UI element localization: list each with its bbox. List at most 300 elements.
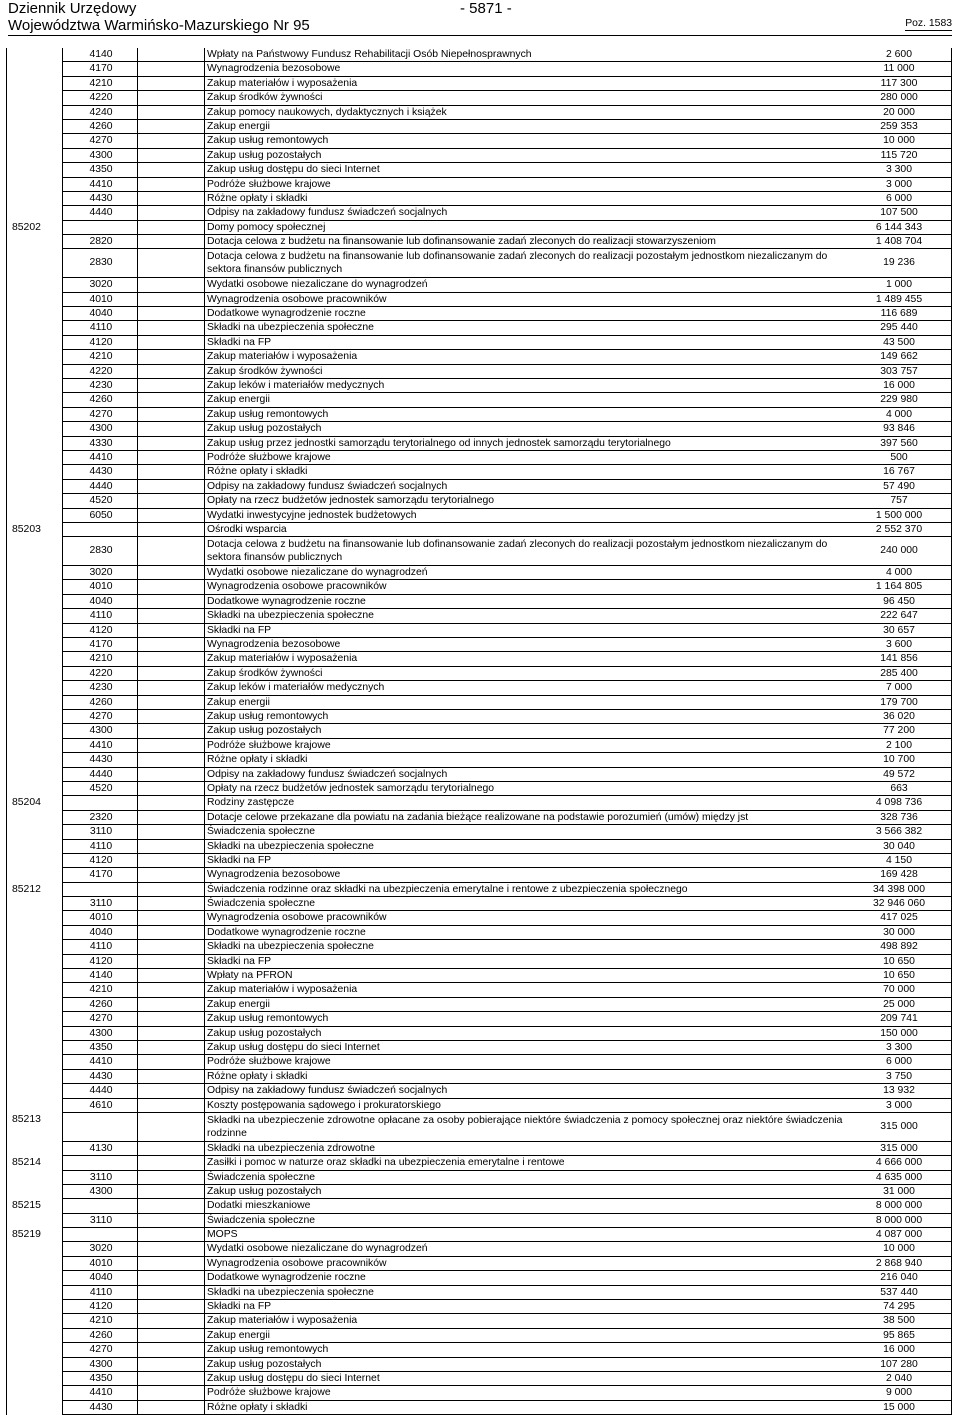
item-description: Dotacja celowa z budżetu na finansowanie lub dofinansowanie zadań zleconych do realizacji pozostałym jednostkom niezaliczanym do sektora finansów publicznych <box>207 251 828 276</box>
item-description: Zakup usług przez jednostki samorządu terytorialnego od innych jednostek samorządu terytorialnego <box>207 437 671 449</box>
item-description: Zakup usług pozostałych <box>207 725 322 737</box>
table-row <box>62 566 952 580</box>
paragraph-code: 4210 <box>89 77 113 89</box>
item-description: Świadczenia społeczne <box>207 1214 316 1226</box>
table-row <box>62 178 952 192</box>
item-amount: 2 040 <box>885 1372 912 1384</box>
item-amount: 107 280 <box>880 1358 918 1370</box>
item-amount: 10 000 <box>883 1243 915 1255</box>
item-amount: 1 408 704 <box>875 236 923 248</box>
paragraph-code: 2830 <box>89 257 113 269</box>
journal-title: Dziennik Urzędowy <box>8 0 137 17</box>
paragraph-code: 4330 <box>89 437 113 449</box>
item-amount: 7 000 <box>885 682 912 694</box>
paragraph-code: 4300 <box>89 725 113 737</box>
item-amount: 116 689 <box>880 308 918 320</box>
item-amount: 32 946 060 <box>872 898 925 910</box>
table-row <box>62 1401 952 1415</box>
table-row <box>62 192 952 206</box>
table-row <box>62 897 952 911</box>
item-amount: 537 440 <box>880 1286 918 1298</box>
item-description: Wydatki osobowe niezaliczane do wynagrodzeń <box>207 567 428 579</box>
table-border-left <box>6 48 7 1415</box>
item-amount: 4 087 000 <box>875 1229 923 1241</box>
section-row <box>12 883 952 897</box>
item-amount: 1 489 455 <box>875 293 923 305</box>
paragraph-code: 4010 <box>89 581 113 593</box>
item-description: Różne opłaty i składki <box>207 754 308 766</box>
item-amount: 10 650 <box>883 955 915 967</box>
item-description: Świadczenia społeczne <box>207 1171 316 1183</box>
item-description: Zakup materiałów i wyposażenia <box>207 351 358 363</box>
item-amount: 10 700 <box>883 754 915 766</box>
table-row <box>62 955 952 969</box>
paragraph-code: 4010 <box>89 912 113 924</box>
paragraph-code: 4270 <box>89 135 113 147</box>
item-description: Zakup pomocy naukowych, dydaktycznych i książek <box>207 106 447 118</box>
item-description: Składki na ubezpieczenia społeczne <box>207 1286 374 1298</box>
item-description: Zakup usług remontowych <box>207 408 329 420</box>
section-code: 85213 <box>12 1113 41 1125</box>
item-description: Odpisy na zakładowy fundusz świadczeń socjalnych <box>207 1085 448 1097</box>
table-row <box>62 1358 952 1372</box>
item-amount: 1 500 000 <box>875 509 923 521</box>
item-description: Składki na ubezpieczenie zdrowotne opłacane za osoby pobierające niektóre świadczenia z pomocy społecznej oraz niektóre świadczenia rodzinne <box>207 1114 843 1139</box>
paragraph-code: 4440 <box>89 480 113 492</box>
paragraph-code: 4120 <box>89 336 113 348</box>
item-description: Składki na FP <box>207 624 272 636</box>
item-amount: 150 000 <box>880 1027 918 1039</box>
item-amount: 3 600 <box>885 639 912 651</box>
paragraph-code: 4430 <box>89 1070 113 1082</box>
item-amount: 30 000 <box>883 926 915 938</box>
item-amount: 13 932 <box>883 1085 915 1097</box>
item-description: Domy pomocy społecznej <box>207 221 326 233</box>
item-description: Zakup materiałów i wyposażenia <box>207 1315 358 1327</box>
item-amount: 4 635 000 <box>875 1171 923 1183</box>
paragraph-code: 4440 <box>89 207 113 219</box>
item-description: Składki na ubezpieczenia społeczne <box>207 941 374 953</box>
item-description: Wynagrodzenia osobowe pracowników <box>207 581 387 593</box>
table-row <box>62 1314 952 1328</box>
table-row <box>62 48 952 62</box>
paragraph-code: 4260 <box>89 1329 113 1341</box>
paragraph-code: 2820 <box>89 236 113 248</box>
paragraph-code: 4300 <box>89 423 113 435</box>
item-description: Zakup leków i materiałów medycznych <box>207 682 385 694</box>
table-row <box>62 638 952 652</box>
item-amount: 2 552 370 <box>875 523 923 535</box>
paragraph-code: 4120 <box>89 1301 113 1313</box>
item-amount: 3 000 <box>885 1099 912 1111</box>
item-amount: 141 856 <box>880 653 918 665</box>
table-row <box>62 1372 952 1386</box>
table-row <box>62 1084 952 1098</box>
paragraph-code: 4110 <box>89 941 113 953</box>
paragraph-code: 3020 <box>89 567 113 579</box>
table-row <box>62 1185 952 1199</box>
item-amount: 115 720 <box>880 149 918 161</box>
paragraph-code: 2320 <box>89 811 113 823</box>
item-description: Wydatki osobowe niezaliczane do wynagrodzeń <box>207 279 428 291</box>
item-description: Różne opłaty i składki <box>207 192 308 204</box>
paragraph-code: 4260 <box>89 120 113 132</box>
item-amount: 3 566 382 <box>875 826 923 838</box>
item-description: Dodatkowe wynagrodzenie roczne <box>207 595 366 607</box>
table-row <box>62 969 952 983</box>
item-description: Zakup materiałów i wyposażenia <box>207 653 358 665</box>
paragraph-code: 4430 <box>89 1401 113 1413</box>
item-amount: 9 000 <box>885 1387 912 1399</box>
item-amount: 96 450 <box>883 595 915 607</box>
table-row <box>62 724 952 738</box>
section-row <box>12 221 952 235</box>
table-row <box>62 480 952 494</box>
table-row <box>62 1012 952 1026</box>
paragraph-code: 4520 <box>89 782 113 794</box>
item-description: Wydatki osobowe niezaliczane do wynagrodzeń <box>207 1243 428 1255</box>
table-row <box>62 77 952 91</box>
item-amount: 11 000 <box>883 63 915 75</box>
section-row <box>12 796 952 810</box>
paragraph-code: 4120 <box>89 955 113 967</box>
item-description: Zakup energii <box>207 394 270 406</box>
item-description: Dodatkowe wynagrodzenie roczne <box>207 926 366 938</box>
table-row <box>62 365 952 379</box>
item-description: Zakup usług dostępu do sieci Internet <box>207 1372 380 1384</box>
table-row <box>62 911 952 925</box>
item-amount: 20 000 <box>883 106 915 118</box>
item-description: Zakup usług remontowych <box>207 135 329 147</box>
item-description: MOPS <box>207 1229 238 1241</box>
paragraph-code: 3110 <box>89 1171 113 1183</box>
table-row <box>62 393 952 407</box>
item-description: Odpisy na zakładowy fundusz świadczeń socjalnych <box>207 207 448 219</box>
item-amount: 229 980 <box>880 394 918 406</box>
table-row <box>62 667 952 681</box>
table-row <box>62 1386 952 1400</box>
item-description: Odpisy na zakładowy fundusz świadczeń socjalnych <box>207 768 448 780</box>
paragraph-code: 4260 <box>89 998 113 1010</box>
paragraph-code: 4110 <box>89 840 113 852</box>
paragraph-code: 4270 <box>89 1013 113 1025</box>
item-description: Zakup usług pozostałych <box>207 1027 322 1039</box>
item-description: Składki na FP <box>207 1301 272 1313</box>
item-amount: 757 <box>890 495 908 507</box>
table-row <box>62 983 952 997</box>
table-row <box>62 926 952 940</box>
paragraph-code: 4040 <box>89 1272 113 1284</box>
item-amount: 107 500 <box>880 207 918 219</box>
item-description: Zakup leków i materiałów medycznych <box>207 380 385 391</box>
table-row <box>62 1041 952 1055</box>
paragraph-code: 4520 <box>89 495 113 507</box>
paragraph-code: 4270 <box>89 1344 113 1356</box>
paragraph-code: 4010 <box>89 1257 113 1269</box>
item-description: Dotacja celowa z budżetu na finansowanie lub dofinansowanie zadań zleconych do realizacji pozostałym jednostkom niezaliczanym do sektora finansów publicznych <box>207 539 828 564</box>
table-row <box>62 1242 952 1256</box>
item-description: Różne opłaty i składki <box>207 466 308 478</box>
table-row <box>62 1271 952 1285</box>
item-description: Składki na FP <box>207 336 272 348</box>
item-amount: 31 000 <box>883 1185 915 1197</box>
table-row <box>62 163 952 177</box>
table-row <box>62 336 952 350</box>
item-amount: 10 650 <box>883 970 915 982</box>
paragraph-code: 4140 <box>89 970 113 982</box>
page-header <box>8 0 952 36</box>
item-description: Różne opłaty i składki <box>207 1070 308 1082</box>
item-description: Świadczenia społeczne <box>207 826 316 838</box>
table-row <box>62 1099 952 1113</box>
item-amount: 93 846 <box>883 423 915 435</box>
item-amount: 10 000 <box>883 135 915 147</box>
item-description: Podróże służbowe krajowe <box>207 178 331 190</box>
section-code: 85203 <box>12 523 41 535</box>
item-amount: 95 865 <box>883 1329 915 1341</box>
item-description: Zakup usług remontowych <box>207 711 329 722</box>
item-amount: 4 150 <box>885 854 912 866</box>
item-description: Dodatki mieszkaniowe <box>207 1200 311 1212</box>
table-row <box>62 1055 952 1069</box>
section-code: 85215 <box>12 1200 41 1212</box>
item-amount: 259 353 <box>880 120 918 132</box>
table-row <box>62 350 952 364</box>
position-label: Poz. 1583 <box>905 17 952 31</box>
paragraph-code: 4240 <box>89 106 113 118</box>
table-row <box>62 696 952 710</box>
item-description: Zakup usług remontowych <box>207 1013 329 1025</box>
item-amount: 15 000 <box>883 1401 915 1413</box>
item-description: Opłaty na rzecz budżetów jednostek samorządu terytorialnego <box>207 495 495 507</box>
item-description: Zasiłki i pomoc w naturze oraz składki na ubezpieczenia emerytalne i rentowe <box>207 1157 565 1169</box>
item-amount: 16 000 <box>883 1344 915 1356</box>
item-amount: 240 000 <box>880 545 918 557</box>
item-description: Świadczenia społeczne <box>207 898 316 910</box>
item-description: Wynagrodzenia bezosobowe <box>207 869 341 881</box>
section-code: 85202 <box>12 221 41 233</box>
paragraph-code: 3020 <box>89 279 113 291</box>
table-row <box>62 120 952 134</box>
item-amount: 74 295 <box>883 1301 915 1313</box>
item-amount: 117 300 <box>880 77 918 89</box>
paragraph-code: 3020 <box>89 1243 113 1255</box>
table-row <box>62 91 952 105</box>
item-description: Dodatkowe wynagrodzenie roczne <box>207 308 366 320</box>
table-row <box>62 293 952 307</box>
table-row <box>62 768 952 782</box>
paragraph-code: 4230 <box>89 380 113 391</box>
paragraph-code: 3110 <box>89 826 113 838</box>
item-amount: 397 560 <box>880 437 918 449</box>
paragraph-code: 4110 <box>89 610 113 622</box>
item-description: Zakup usług pozostałych <box>207 423 322 435</box>
paragraph-code: 4350 <box>89 1041 113 1053</box>
item-amount: 6 144 343 <box>875 221 923 233</box>
paragraph-code: 4350 <box>89 164 113 176</box>
item-amount: 3 300 <box>885 1041 912 1053</box>
item-amount: 43 500 <box>883 336 915 348</box>
item-amount: 8 000 000 <box>875 1200 923 1212</box>
item-description: Zakup energii <box>207 696 270 708</box>
table-row <box>62 509 952 523</box>
item-description: Wpłaty na Państwowy Fundusz Rehabilitacji Osób Niepełnosprawnych <box>207 49 532 60</box>
table-row <box>62 62 952 76</box>
paragraph-code: 2830 <box>89 545 113 557</box>
item-amount: 303 757 <box>880 365 918 377</box>
item-description: Koszty postępowania sądowego i prokuratorskiego <box>207 1099 441 1111</box>
table-row <box>62 868 952 882</box>
item-description: Składki na ubezpieczenia społeczne <box>207 322 374 334</box>
item-amount: 295 440 <box>880 322 918 334</box>
item-description: Podróże służbowe krajowe <box>207 1056 331 1068</box>
table-row <box>62 249 952 278</box>
paragraph-code: 4440 <box>89 1085 113 1097</box>
item-amount: 25 000 <box>883 998 915 1010</box>
table-row <box>62 321 952 335</box>
paragraph-code: 4130 <box>89 1142 113 1154</box>
table-row <box>62 1329 952 1343</box>
paragraph-code: 4210 <box>89 351 113 363</box>
item-description: Podróże służbowe krajowe <box>207 1387 331 1399</box>
paragraph-code: 4440 <box>89 768 113 780</box>
section-row <box>12 1199 952 1213</box>
item-description: Zakup usług pozostałych <box>207 149 322 161</box>
item-description: Zakup materiałów i wyposażenia <box>207 984 358 996</box>
item-description: Zakup usług dostępu do sieci Internet <box>207 1041 380 1053</box>
table-row <box>62 1171 952 1185</box>
table-row <box>62 854 952 868</box>
item-amount: 3 300 <box>885 164 912 176</box>
item-amount: 209 741 <box>880 1013 918 1025</box>
item-amount: 328 736 <box>880 811 918 823</box>
item-amount: 16 000 <box>883 380 915 391</box>
paragraph-code: 4410 <box>89 1056 113 1068</box>
table-row <box>62 652 952 666</box>
item-description: Składki na FP <box>207 955 272 967</box>
table-row <box>62 235 952 249</box>
page-number: - 5871 - <box>460 0 512 17</box>
table-row <box>62 451 952 465</box>
item-description: Wynagrodzenia bezosobowe <box>207 63 341 75</box>
paragraph-code: 4300 <box>89 1358 113 1370</box>
paragraph-code: 4610 <box>89 1099 113 1111</box>
paragraph-code: 4120 <box>89 854 113 866</box>
item-description: Zakup energii <box>207 1329 270 1341</box>
item-amount: 36 020 <box>883 711 915 722</box>
table-row <box>62 1142 952 1156</box>
item-description: Zakup środków żywności <box>207 92 323 104</box>
budget-table <box>12 48 952 1415</box>
paragraph-code: 4220 <box>89 365 113 377</box>
item-amount: 57 490 <box>883 480 915 492</box>
paragraph-code: 4040 <box>89 926 113 938</box>
paragraph-code: 4430 <box>89 192 113 204</box>
item-description: Wynagrodzenia osobowe pracowników <box>207 293 387 305</box>
table-row <box>62 149 952 163</box>
table-row <box>62 609 952 623</box>
item-amount: 417 025 <box>880 912 918 924</box>
table-row <box>62 595 952 609</box>
paragraph-code: 4410 <box>89 1387 113 1399</box>
item-description: Zakup usług dostępu do sieci Internet <box>207 164 380 176</box>
paragraph-code: 4430 <box>89 466 113 478</box>
item-description: Świadczenia rodzinne oraz składki na ubezpieczenia emerytalne i rentowe z ubezpieczenia społecznego <box>207 883 688 895</box>
table-row <box>62 106 952 120</box>
item-description: Podróże służbowe krajowe <box>207 739 331 751</box>
table-row <box>62 710 952 724</box>
paragraph-code: 4040 <box>89 595 113 607</box>
table-row <box>62 840 952 854</box>
item-description: Zakup usług pozostałych <box>207 1185 322 1197</box>
table-row <box>62 134 952 148</box>
item-amount: 4 666 000 <box>875 1157 923 1169</box>
item-amount: 498 892 <box>880 941 918 953</box>
table-row <box>62 537 952 566</box>
paragraph-code: 4220 <box>89 667 113 679</box>
item-amount: 30 040 <box>883 840 915 852</box>
item-description: Wynagrodzenia bezosobowe <box>207 639 341 651</box>
item-amount: 2 600 <box>885 49 912 60</box>
table-row <box>62 782 952 796</box>
item-amount: 1 000 <box>885 279 912 291</box>
item-amount: 6 000 <box>885 192 912 204</box>
paragraph-code: 4210 <box>89 1315 113 1327</box>
table-row <box>62 1027 952 1041</box>
paragraph-code: 4270 <box>89 408 113 420</box>
item-description: Składki na ubezpieczenia społeczne <box>207 840 374 852</box>
section-code: 85204 <box>12 797 41 809</box>
paragraph-code: 4300 <box>89 1027 113 1039</box>
paragraph-code: 4170 <box>89 869 113 881</box>
paragraph-code: 4300 <box>89 149 113 161</box>
table-row <box>62 739 952 753</box>
paragraph-code: 4140 <box>89 49 113 60</box>
table-row <box>62 206 952 220</box>
item-description: Ośrodki wsparcia <box>207 523 287 535</box>
section-row <box>12 1113 952 1142</box>
section-code: 85214 <box>12 1157 41 1169</box>
table-row <box>62 1070 952 1084</box>
item-description: Zakup usług pozostałych <box>207 1358 322 1370</box>
item-description: Zakup środków żywności <box>207 365 323 377</box>
item-description: Dodatkowe wynagrodzenie roczne <box>207 1272 366 1284</box>
paragraph-code: 4300 <box>89 1185 113 1197</box>
item-amount: 6 000 <box>885 1056 912 1068</box>
item-description: Zakup energii <box>207 120 270 132</box>
item-description: Dotacje celowe przekazane dla powiatu na zadania bieżące realizowane na podstawie porozumień (umów) między jst <box>207 811 749 823</box>
item-description: Zakup środków żywności <box>207 667 323 679</box>
item-amount: 3 000 <box>885 178 912 190</box>
item-amount: 34 398 000 <box>872 883 925 895</box>
section-row <box>12 1156 952 1170</box>
item-amount: 500 <box>890 451 908 463</box>
item-description: Zakup usług remontowych <box>207 1344 329 1356</box>
paragraph-code: 4260 <box>89 696 113 708</box>
section-row <box>12 523 952 537</box>
item-amount: 149 662 <box>880 351 918 363</box>
paragraph-code: 4170 <box>89 63 113 75</box>
paragraph-code: 4410 <box>89 451 113 463</box>
item-amount: 4 000 <box>885 567 912 579</box>
paragraph-code: 4170 <box>89 639 113 651</box>
paragraph-code: 4110 <box>89 322 113 334</box>
item-amount: 30 657 <box>883 624 915 636</box>
item-amount: 285 400 <box>880 667 918 679</box>
section-code: 85219 <box>12 1229 41 1241</box>
item-amount: 4 098 736 <box>875 797 923 809</box>
paragraph-code: 4230 <box>89 682 113 694</box>
